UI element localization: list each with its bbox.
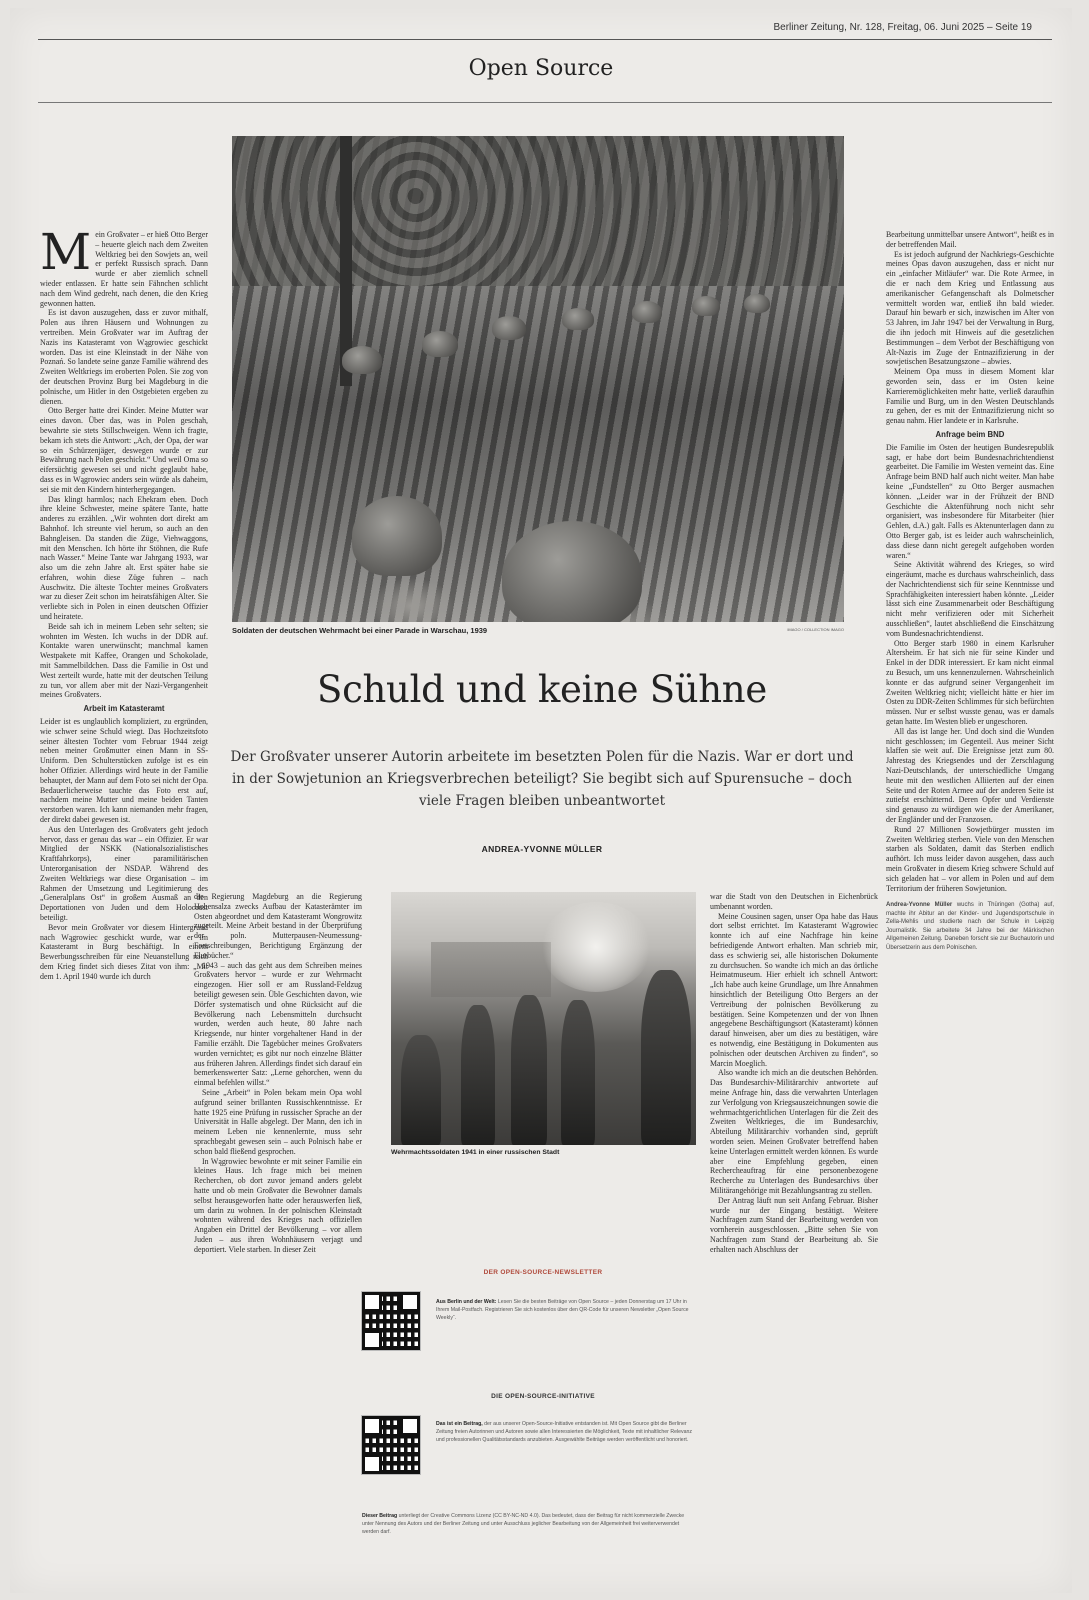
paragraph: In Wągrowiec bewohnte er mit seiner Familie ein kleines Haus. Ich frage mich bei meinen Recherchen, ob dort zuvor jemand anders gelebt hatte und ob mein Großvater die Bewohner damals selbst herausgeworfen hatte oder herauswerfen ließ, um darin zu wohnen. In der polnischen Kleinstadt wohnten während des Krieges nach offiziellen Angaben ein Drittel der Bevölkerung – vor allem Juden – aus ihren Wohnhäusern verjagt und deportiert. Viele starben. In dieser Zeit bbox=[194, 1156, 362, 1254]
photo-caption: Soldaten der deutschen Wehrmacht bei einer Parade in Warschau, 1939 bbox=[232, 626, 488, 635]
dropcap: M bbox=[40, 230, 92, 281]
paragraph: Aus den Unterlagen des Großvaters geht jedoch hervor, dass er genau das war – ein Offizier. Er war Mitglied der NSKK (Nationalsozialistisches Kraftfahrkorps), einer paramilitärischen Unterorganisation der NSDAP. Während des Zweiten Weltkriegs war diese Organisation – im Rahmen der Umsetzung und Legitimierung des „Generalplans Ost“ in großem Ausmaß an den Deportationen von Juden und dem Holocaust beteiligt. bbox=[40, 824, 208, 922]
newsletter-text bbox=[436, 1298, 696, 1322]
soldier-figure bbox=[561, 1000, 595, 1145]
soldiers-photo bbox=[391, 892, 696, 1145]
photo-smoke bbox=[541, 902, 651, 992]
paragraph: ein Großvater – er hieß Otto Berger – heuerte gleich nach dem Zweiten Weltkrieg bei den Sowjets an, weil er perfekt Russisch sprach. Dann wurde er aber ziemlich schnell wieder entlassen. Er hatte sein Fähnchen schlicht nach dem Wind gedreht, nach denen, die den Krieg gewonnen hatten. bbox=[40, 230, 208, 308]
photo-trees bbox=[232, 136, 844, 286]
article-column-4 bbox=[886, 230, 1054, 1593]
soldier-figure bbox=[511, 995, 547, 1145]
author-bio-name: Andrea-Yvonne Müller bbox=[886, 902, 953, 909]
paragraph: Otto Berger hatte drei Kinder. Meine Mutter war eines davon. Über das, was in Polen geschah, bewahrte sie stets Stillschweigen. Wenn ich fragte, bekam ich stets die Antwort: „Ach, der Opa, der war so ein Schürzenjäger, deswegen wurde er zur Bewährung nach Polen geschickt.“ Und weil Oma so eifersüchtig gewesen sei und nicht geglaubt habe, dass es in Wągrowiec anders sein würde als daheim, sei sie mit den Kindern hinterhergegangen. bbox=[40, 406, 208, 494]
paragraph: Der Antrag läuft nun seit Anfang Februar. Bisher wurde nur der Eingang bestätigt. Weitere Nachfragen zum Stand der Bearbeitung werden von vornherein ausgeschlossen. „Bitte sehen Sie von Nachfragen zum Stand der Bearbeitung ab. Sie erhalten nach Abschluss der bbox=[710, 1195, 878, 1254]
newsletter-lead: Aus Berlin und der Welt: bbox=[436, 1299, 497, 1305]
helmet-shape bbox=[744, 294, 770, 313]
subheading: Anfrage beim BND bbox=[935, 429, 1005, 439]
section-rule bbox=[38, 102, 1052, 103]
paragraph: Meine Cousinen sagen, unser Opa habe das Haus dort selbst errichtet. Im Katasteramt Wągrowiec konnte ich auf eine Nachfrage hin keine befriedigende Antwort erhalten. Man schrieb mir, dass es schwierig sei, alle historischen Dokumente zu durchsuchen. So wandte ich mich an das örtliche Heimatmuseum. Hier erhielt ich schnell Antwort: „Ich habe auch keine Grundlage, um Ihre Annahmen hinsichtlich der Beteiligung Otto Bergers an der Vertreibung der polnischen Bevölkerung zu bestätigen. Seine Kompetenzen und der von Ihnen angegebene Beschäftigungsort (Katasteramt) können darauf hinweisen, aber um dies zu bestätigen, wäre es notwendig, eine Bestätigung in Dokumenten aus polnischen oder deutschen Archiven zu finden“, so Marcin Moeglich. bbox=[710, 911, 878, 1068]
helmet-shape bbox=[422, 331, 458, 357]
author-bio bbox=[886, 901, 1054, 952]
article-headline: Schuld und keine Sühne bbox=[317, 668, 767, 711]
paragraph: Also wandte ich mich an die deutschen Behörden. Das Bundesarchiv-Militärarchiv antwortete auf meine Anfrage hin, dass die verwahrten Unterlagen zur Verfolgung von Kriegsauszeichnungen sowie die wehrmachtgerichtlichen Unterlagen für die Zeit des Zweiten Weltkrieges, die im Bundesarchiv, Abteilung Militärarchiv vorhanden sind, geprüft worden seien. Meinen Großvater betreffend haben keine Unterlagen ermittelt werden können. Es wurde aber eine Empfehlung gegeben, einen Rechercheauftrag für eine personenbezogene Recherche zu Unterlagen des Bundesarchivs über Militärangehörige mit Bezahlungsantrag zu stellen. bbox=[710, 1068, 878, 1195]
initiative-heading: DIE OPEN-SOURCE-INITIATIVE bbox=[491, 1393, 595, 1400]
helmet-shape bbox=[492, 316, 526, 340]
helmet-shape bbox=[562, 308, 594, 330]
newsletter-heading: DER OPEN-SOURCE-NEWSLETTER bbox=[483, 1269, 603, 1276]
helmet-shape bbox=[632, 301, 662, 323]
article-byline: ANDREA-YVONNE MÜLLER bbox=[481, 844, 603, 854]
paragraph: Bevor mein Großvater vor diesem Hintergrund nach Wągrowiec geschickt wurde, war er im Katasteramt in Burg beschäftigt. In einem Bewerbungsschreiben für eine Neuanstellung nach dem Krieg findet sich dieses Zitat von ihm: „Mit dem 1. April 1940 wurde ich durch bbox=[40, 922, 208, 981]
paragraph: Die Familie im Osten der heutigen Bundesrepublik sagt, er habe dort beim Bundesnachrichtendienst gearbeitet. Die Familie im Westen verneint das. Eine Anfrage beim BND half auch nicht weiter. Man habe keine „Fundstellen“ zu Otto Berger ausmachen können. „Leider war in der Frühzeit der BND Geschichte die Aktenführung noch nicht sehr organisiert, was insbesondere für Mitarbeiter (hier Gehlen, d.A.) galt. Falls es Aktenunterlagen dann zu Otto Berger gab, ist es leider auch wahrscheinlich, dass diese dann nicht geregelt aufgehoben worden waren.“ bbox=[886, 442, 1054, 560]
newsletter-body: Lesen Sie die besten Beiträge von Open Source – jeden Donnerstag um 17 Uhr in Ihrem Mail-Postfach. Registrieren Sie sich kostenlos über den QR-Code für unseren Newsletter „Open Source Weekly“. bbox=[436, 1299, 689, 1321]
article-column-3 bbox=[710, 892, 878, 1592]
helmet-shape bbox=[502, 521, 642, 622]
paragraph: Otto Berger starb 1980 in einem Karlsruher Altersheim. Er hat sich nie für seine Kinder und Enkel in der DDR interessiert. Er kam nicht einmal zu Besuch, um uns kennenzulernen. Wahrscheinlich konnte er das aufgrund seiner Vergangenheit im Zweiten Weltkrieg nicht; vielleicht hätte er hier im Osten zu DDR-Zeiten Schlimmes für sich befürchten müssen. Nur er selbst wusste genau, was er damals getan hatte. Im Westen blieb er ungeschoren. bbox=[886, 638, 1054, 727]
paragraph: die Regierung Magdeburg an die Regierung Hohensalza zwecks Aufbau der Katasterämter im Osten abgeordnet und dem Katasteramt Wongrowitz zugeteilt. Meine Arbeit bestand in der Überprüfung der poln. Mutterpausen-Neumessung-Fortschreibungen, Berichtigung Ergänzung der Flurbücher.“ bbox=[194, 892, 362, 960]
subheading: Arbeit im Katasteramt bbox=[83, 704, 165, 714]
paragraph: Es ist jedoch aufgrund der Nachkriegs-Geschichte meines Opas davon auszugehen, dass er nicht nur ein „einfacher Mitläufer“ war. Die Rote Armee, in die er nach dem Krieg und Entlassung aus amerikanischer Gefangenschaft als Dolmetscher vermittelt worden war, entließ ihn bald wieder. Darauf hin bewarb er sich, inzwischen im Alter von 53 Jahren, im Jahr 1947 bei der Verwaltung in Burg, die ihn jedoch mit Hinweis auf die gesetzlichen Bestimmungen – dem Verbot der Beschäftigung von Alt-Nazis im Zuge der Entnazifizierung in der sowjetischen Besatzungszone – abwies. bbox=[886, 249, 1054, 367]
qr-corner bbox=[362, 1330, 382, 1350]
article-deck: Der Großvater unserer Autorin arbeitete im besetzten Polen für die Nazis. War er dort und in der Sowjetunion an Kriegsverbrechen beteiligt? Sie begibt sich auf Spurensuche – doch viele Fragen bleiben unbeantwortet bbox=[230, 749, 854, 809]
initiative-text bbox=[436, 1420, 696, 1444]
license-lead: Dieser Beitrag bbox=[362, 1513, 398, 1519]
photo-credit: IMAGO / COLLECTION IMAGO bbox=[787, 627, 844, 632]
paragraph: Es ist davon auszugehen, dass er zuvor mithalf, Polen aus ihren Häusern und Wohnungen zu vertreiben. Mein Großvater war im Auftrag der Nazis ins Katasteramt von Wągrowiec geschickt worden. Das ist eine Kleinstadt in der Nähe von Poznań. So landete seine ganze Familie während des Zweiten Weltkriegs im eroberten Polen. Sie zog von der deutschen Provinz Burg bei Magdeburg in die polnische, um Hitler in den Ostgebieten ergeben zu dienen. bbox=[40, 308, 208, 406]
newsletter-qr-code[interactable] bbox=[362, 1292, 420, 1350]
page-folio: Berliner Zeitung, Nr. 128, Freitag, 06. Juni 2025 – Seite 19 bbox=[773, 22, 1032, 33]
helmet-shape bbox=[352, 496, 442, 576]
initiative-lead: Das ist ein Beitrag, bbox=[436, 1421, 483, 1427]
paragraph: Bearbeitung unmittelbar unsere Antwort“, heißt es in der betreffenden Mail. bbox=[886, 230, 1054, 249]
initiative-body: der aus unserer Open-Source-Initiative entstanden ist. Mit Open Source gibt die Berliner Zeitung freien Autorinnen und Autoren sowie allen Interessierten die Möglichkeit, Texte mit inhaltlicher Relevanz und professionellen Qualitätsstandards anzubieten. Ausgewählte Beiträge werden veröffentlicht und honoriert. bbox=[436, 1421, 692, 1443]
paragraph: 1943 – auch das geht aus dem Schreiben meines Großvaters hervor – wurde er zur Wehrmacht eingezogen. Hier soll er am Russland-Feldzug beteiligt gewesen sein. Üble Geschichten davon, wie Dörfer systematisch und ohne Rücksicht auf die Bevölkerung nach Lebensmitteln durchsucht wurden, werden auch heute, 80 Jahre nach Kriegsende, nur hinter vorgehaltener Hand in der Familie erzählt. Die Tagebücher meines Großvaters wurden vernichtet; es gibt nur noch einzelne Blätter aus früheren Jahren. Allerdings findet sich darauf ein bemerkenswerter Satz: „Lerne gehorchen, wenn du einmal befehlen willst.“ bbox=[194, 960, 362, 1088]
paragraph: Seine „Arbeit“ in Polen bekam mein Opa wohl aufgrund seiner brillanten Russischkenntnisse. Er hatte 1925 eine Prüfung in russischer Sprache an der Universität in Halle abgelegt. Der Mann, den ich in meinem Leben nie kennenlernte, muss sehr sprachbegabt gewesen sein – auch Polnisch habe er schon bald fließend gesprochen. bbox=[194, 1087, 362, 1156]
helmet-shape bbox=[692, 296, 720, 316]
article-column-2 bbox=[194, 892, 362, 1592]
qr-corner bbox=[362, 1292, 382, 1312]
photo-caption: Wehrmachtssoldaten 1941 in einer russischen Stadt bbox=[391, 1149, 560, 1156]
parade-photo bbox=[232, 136, 844, 622]
paragraph: Leider ist es unglaublich kompliziert, zu ergründen, wie schwer seine Schuld wiegt. Das Hochzeitsfoto seiner ältesten Tochter vom Februar 1944 zeigt neben meiner Großmutter einen Mann in SS-Uniform. Den Schulterstücken zufolge ist es ein hoher Offizier. Allerdings wird heute in der Familie behauptet, der Mann auf dem Foto sei nicht der Opa. Bedauerlicherweise tauchte das Foto erst auf, nachdem meine Mutter und meine beiden Tanten verstorben waren. Ich kann niemanden mehr fragen, der direkt dabei gewesen ist. bbox=[40, 717, 208, 825]
photo-house bbox=[431, 942, 551, 997]
paragraph: Das klingt harmlos; nach Ehekram eben. Doch ihre kleine Schwester, meine spätere Tante, hatte anderes zu erzählen. „Wir wohnten dort direkt am Bahnhof. Ich streunte viel herum, so auch an den Bahngleisen. Da standen die Züge, Viehwaggons, mit den Menschen. Ich hörte ihr Stöhnen, die Rufe nach Wasser.“ Meine Tante war Jahrgang 1933, war also um die zehn Jahre alt. Erst später habe sie erfahren, wohin diese Züge fuhren – nach Auschwitz. Die älteste Tochter meines Großvaters war zu dieser Zeit schon im heiratsfähigen Alter. Sie verliebte sich in Polen in einen deutschen Offizier und heiratete. bbox=[40, 494, 208, 622]
qr-corner bbox=[362, 1454, 382, 1474]
paragraph: Rund 27 Millionen Sowjetbürger mussten im Zweiten Weltkrieg sterben. Viele von den Menschen starben als Soldaten, damit das Sterben endlich aufhört. Ich muss leider davon ausgehen, dass auch mein Großvater in diesem Krieg schwere Schuld auf sich geladen hat – vor allem in Polen und auf dem Territorium der früheren Sowjetunion. bbox=[886, 824, 1054, 893]
author-bio-text: wuchs in Thüringen (Gotha) auf, machte ihr Abitur an der Kinder- und Jugendsportschule in Zella-Mehlis und studierte nach der Schule in Leipzig Journalistik. Sie arbeitete 34 Jahre bei der Märkischen Allgemeinen Zeitung. Daneben forscht sie zur Buchautorin und Übersetzerin aus dem Polnischen. bbox=[886, 902, 1054, 951]
paragraph: Seine Aktivität während des Krieges, so wird eingeräumt, mache es durchaus wahrscheinlich, dass der Nachrichtendienst sich für seine Kenntnisse und Sprachfähigkeiten interessiert haben könnte. „Leider lässt sich eine Zusammenarbeit oder Beschäftigung nicht mehr verifizieren oder mit Sicherheit ausschließen“, lautet abschließend die Einschätzung vom Bundesnachrichtendienst. bbox=[886, 560, 1054, 638]
article-column-1 bbox=[40, 230, 208, 1593]
paragraph: All das ist lange her. Und doch sind die Wunden nicht geschlossen; im Gegenteil. Aus meiner Sicht klaffen sie weit auf. Die Ereignisse jetzt zum 80. Jahrestag des Kriegsendes und der Zerschlagung Nazi-Deutschlands, der unterschiedliche Umgang heute mit den westlichen Alliierten auf der einen Seite und der Roten Armee auf der anderen Seite ist zutiefst erschütternd. Deren Opfer und Verdienste sind genauso zu würdigen wie die der Amerikaner, der Engländer und der Franzosen. bbox=[886, 726, 1054, 825]
top-rule bbox=[38, 39, 1052, 40]
soldier-figure bbox=[641, 970, 691, 1145]
license-text bbox=[362, 1512, 696, 1536]
newspaper-page bbox=[10, 8, 1072, 1593]
paragraph: Beide sah ich in meinem Leben sehr selten; sie wohnten im Westen. Ich wuchs in der DDR auf. Kontakte waren unerwünscht; manchmal kamen Westpakete mit Kaffee, Orangen und Schokolade, mit Sammelbildchen. Dass die Familie in Ost und West zerteilt wurde, hatte mit der deutschen Teilung zu tun, vor allem aber mit der Nazi-Vergangenheit meines Großvaters. bbox=[40, 621, 208, 700]
qr-corner bbox=[362, 1416, 382, 1436]
soldier-figure bbox=[401, 1035, 441, 1145]
qr-corner bbox=[400, 1416, 420, 1436]
helmet-shape bbox=[342, 346, 382, 374]
license-body: unterliegt der Creative Commons Lizenz (CC BY-NC-ND 4.0). Das bedeutet, dass der Beitrag für nicht kommerzielle Zwecke unter Nennung des Autors und der Berliner Zeitung und unter Ausschluss jeglicher Bearbeitung von der Allgemeinheit frei weiterverwendet werden darf. bbox=[362, 1513, 685, 1535]
qr-corner bbox=[400, 1292, 420, 1312]
soldier-figure bbox=[461, 1005, 495, 1145]
initiative-qr-code[interactable] bbox=[362, 1416, 420, 1474]
section-title: Open Source bbox=[468, 56, 614, 81]
paragraph: Meinem Opa muss in diesem Moment klar geworden sein, dass er im Osten keine Karrieremöglichkeiten mehr hatte, verließ daraufhin Familie und Burg, um in den Westen Deutschlands zu gehen, der es mit der Entnazifizierung nicht so genau nahm. Hier landete er in Karlsruhe. bbox=[886, 367, 1054, 426]
paragraph: war die Stadt von den Deutschen in Eichenbrück umbenannt worden. bbox=[710, 892, 878, 911]
